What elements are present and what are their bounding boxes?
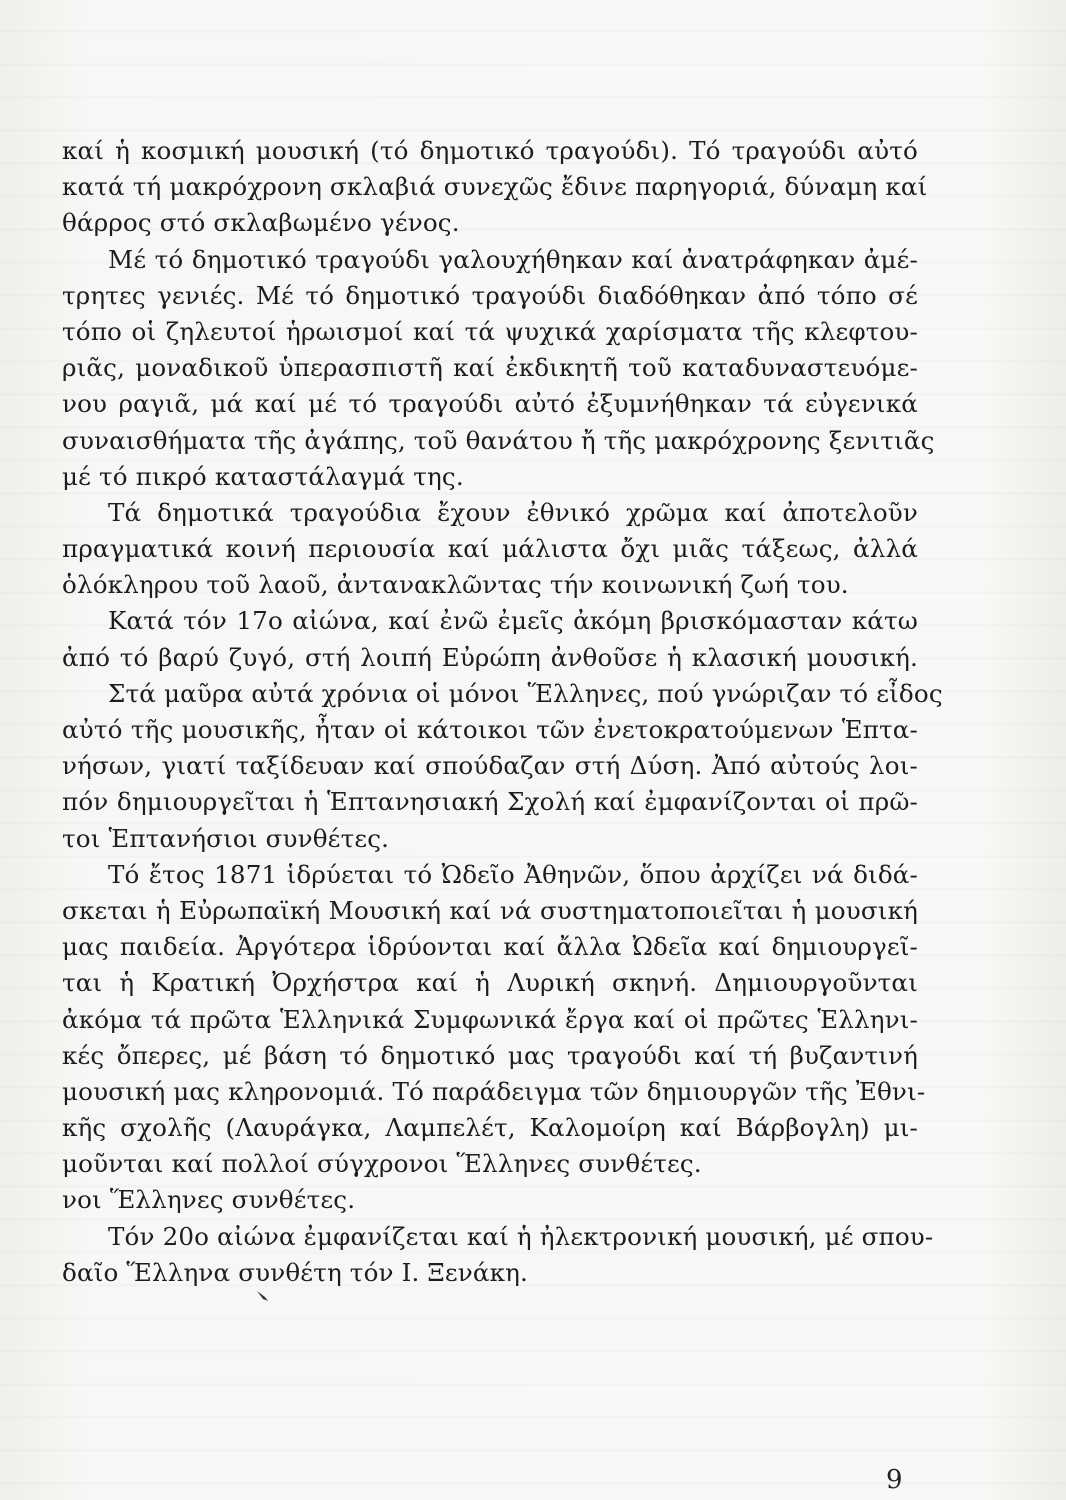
- text-line: τρητες γενιές. Μέ τό δημοτικό τραγούδι διαδόθηκαν ἀπό τόπο σέ: [62, 280, 918, 310]
- text-line: νήσων, γιατί ταξίδευαν καί σπούδαζαν στή Δύση. Ἀπό αὐτούς λοι-: [62, 751, 918, 781]
- text-line: Μέ τό δημοτικό τραγούδι γαλουχήθηκαν καί ἀνατράφηκαν ἀμέ-: [108, 244, 918, 274]
- text-line: δαῖο Ἕλληνα συνθέτη τόν Ι. Ξενάκη.: [62, 1257, 528, 1287]
- text-line: αὐτό τῆς μουσικῆς, ἦταν οἱ κάτοικοι τῶν ἐνετοκρατούμενων Ἑπτα-: [62, 715, 918, 744]
- text-line: ριᾶς, μοναδικοῦ ὑπερασπιστῆ καί ἐκδικητῆ τοῦ καταδυναστευόμε-: [62, 353, 918, 383]
- text-line: νοι Ἕλληνες συνθέτες.: [62, 1185, 356, 1215]
- text-line: Τά δημοτικά τραγούδια ἔχουν ἐθνικό χρῶμα καί ἀποτελοῦν: [108, 497, 918, 527]
- text-line: καί ἡ κοσμική μουσική (τό δημοτικό τραγούδι). Τό τραγούδι αὐτό: [62, 136, 918, 165]
- text-line: Τόν 20ο αἰώνα ἐμφανίζεται καί ἡ ἠλεκτρονική μουσική, μέ σπου-: [108, 1221, 934, 1251]
- text-line: κῆς σχολῆς (Λαυράγκα, Λαμπελέτ, Καλομοίρη καί Βάρβογλη) μι-: [62, 1113, 918, 1143]
- text-line: συναισθήματα τῆς ἀγάπης, τοῦ θανάτου ἤ τῆς μακρόχρονης ξενιτιᾶς: [62, 425, 935, 455]
- text-line: Στά μαῦρα αὐτά χρόνια οἱ μόνοι Ἕλληνες, πού γνώριζαν τό εἶδος: [108, 678, 943, 708]
- text-line: τοι Ἑπτανήσιοι συνθέτες.: [62, 823, 390, 853]
- text-line: μοῦνται καί πολλοί σύγχρονοι Ἕλληνες συνθέτες.: [62, 1149, 702, 1179]
- page-number: 9: [886, 1465, 903, 1495]
- text-line: πραγματικά κοινή περιουσία καί μάλιστα ὄχι μιᾶς τάξεως, ἀλλά: [62, 534, 918, 564]
- text-line: σκεται ἡ Εὐρωπαϊκή Μουσική καί νά συστηματοποιεῖται ἡ μουσική: [62, 895, 918, 925]
- text-line: κές ὄπερες, μέ βάση τό δημοτικό μας τραγούδι καί τή βυζαντινή: [62, 1040, 918, 1070]
- text-line: ὁλόκληρου τοῦ λαοῦ, ἀντανακλῶντας τήν κοινωνική ζωή του.: [62, 570, 849, 600]
- text-line: ἀπό τό βαρύ ζυγό, στή λοιπή Εὐρώπη ἀνθοῦσε ἡ κλασική μουσική.: [62, 642, 918, 672]
- text-line: μας παιδεία. Ἀργότερα ἱδρύονται καί ἄλλα Ὠδεῖα καί δημιουργεῖ-: [62, 932, 918, 962]
- text-line: Τό ἔτος 1871 ἱδρύεται τό Ὠδεῖο Ἀθηνῶν, ὅπου ἀρχίζει νά διδά-: [108, 859, 918, 889]
- body-text: [62, 133, 943, 1291]
- text-line: τόπο οἱ ζηλευτοί ἡρωισμοί καί τά ψυχικά χαρίσματα τῆς κλεφτου-: [62, 316, 918, 346]
- text-line: νου ραγιᾶ, μά καί μέ τό τραγούδι αὐτό ἐξυμνήθηκαν τά εὐγενικά: [62, 389, 918, 419]
- text-line: ἀκόμα τά πρῶτα Ἑλληνικά Συμφωνικά ἔργα καί οἱ πρῶτες Ἑλληνι-: [62, 1004, 918, 1034]
- ink-mark-icon: [256, 1290, 270, 1302]
- text-line: μουσική μας κληρονομιά. Τό παράδειγμα τῶν δημιουργῶν τῆς Ἐθνι-: [62, 1076, 926, 1106]
- text-line: μέ τό πικρό καταστάλαγμά της.: [62, 461, 464, 491]
- text-line: κατά τή μακρόχρονη σκλαβιά συνεχῶς ἔδινε παρηγοριά, δύναμη καί: [62, 172, 928, 202]
- text-line: Κατά τόν 17ο αἰώνα, καί ἐνῶ ἐμεῖς ἀκόμη βρισκόμασταν κάτω: [108, 606, 918, 636]
- text-line: ται ἡ Κρατική Ὀρχήστρα καί ἡ Λυρική σκηνή. Δημιουργοῦνται: [62, 968, 918, 998]
- text-line: θάρρος στό σκλαβωμένο γένος.: [62, 208, 460, 238]
- text-line: πόν δημιουργεῖται ἡ Ἑπτανησιακή Σχολή καί ἐμφανίζονται οἱ πρῶ-: [62, 787, 918, 817]
